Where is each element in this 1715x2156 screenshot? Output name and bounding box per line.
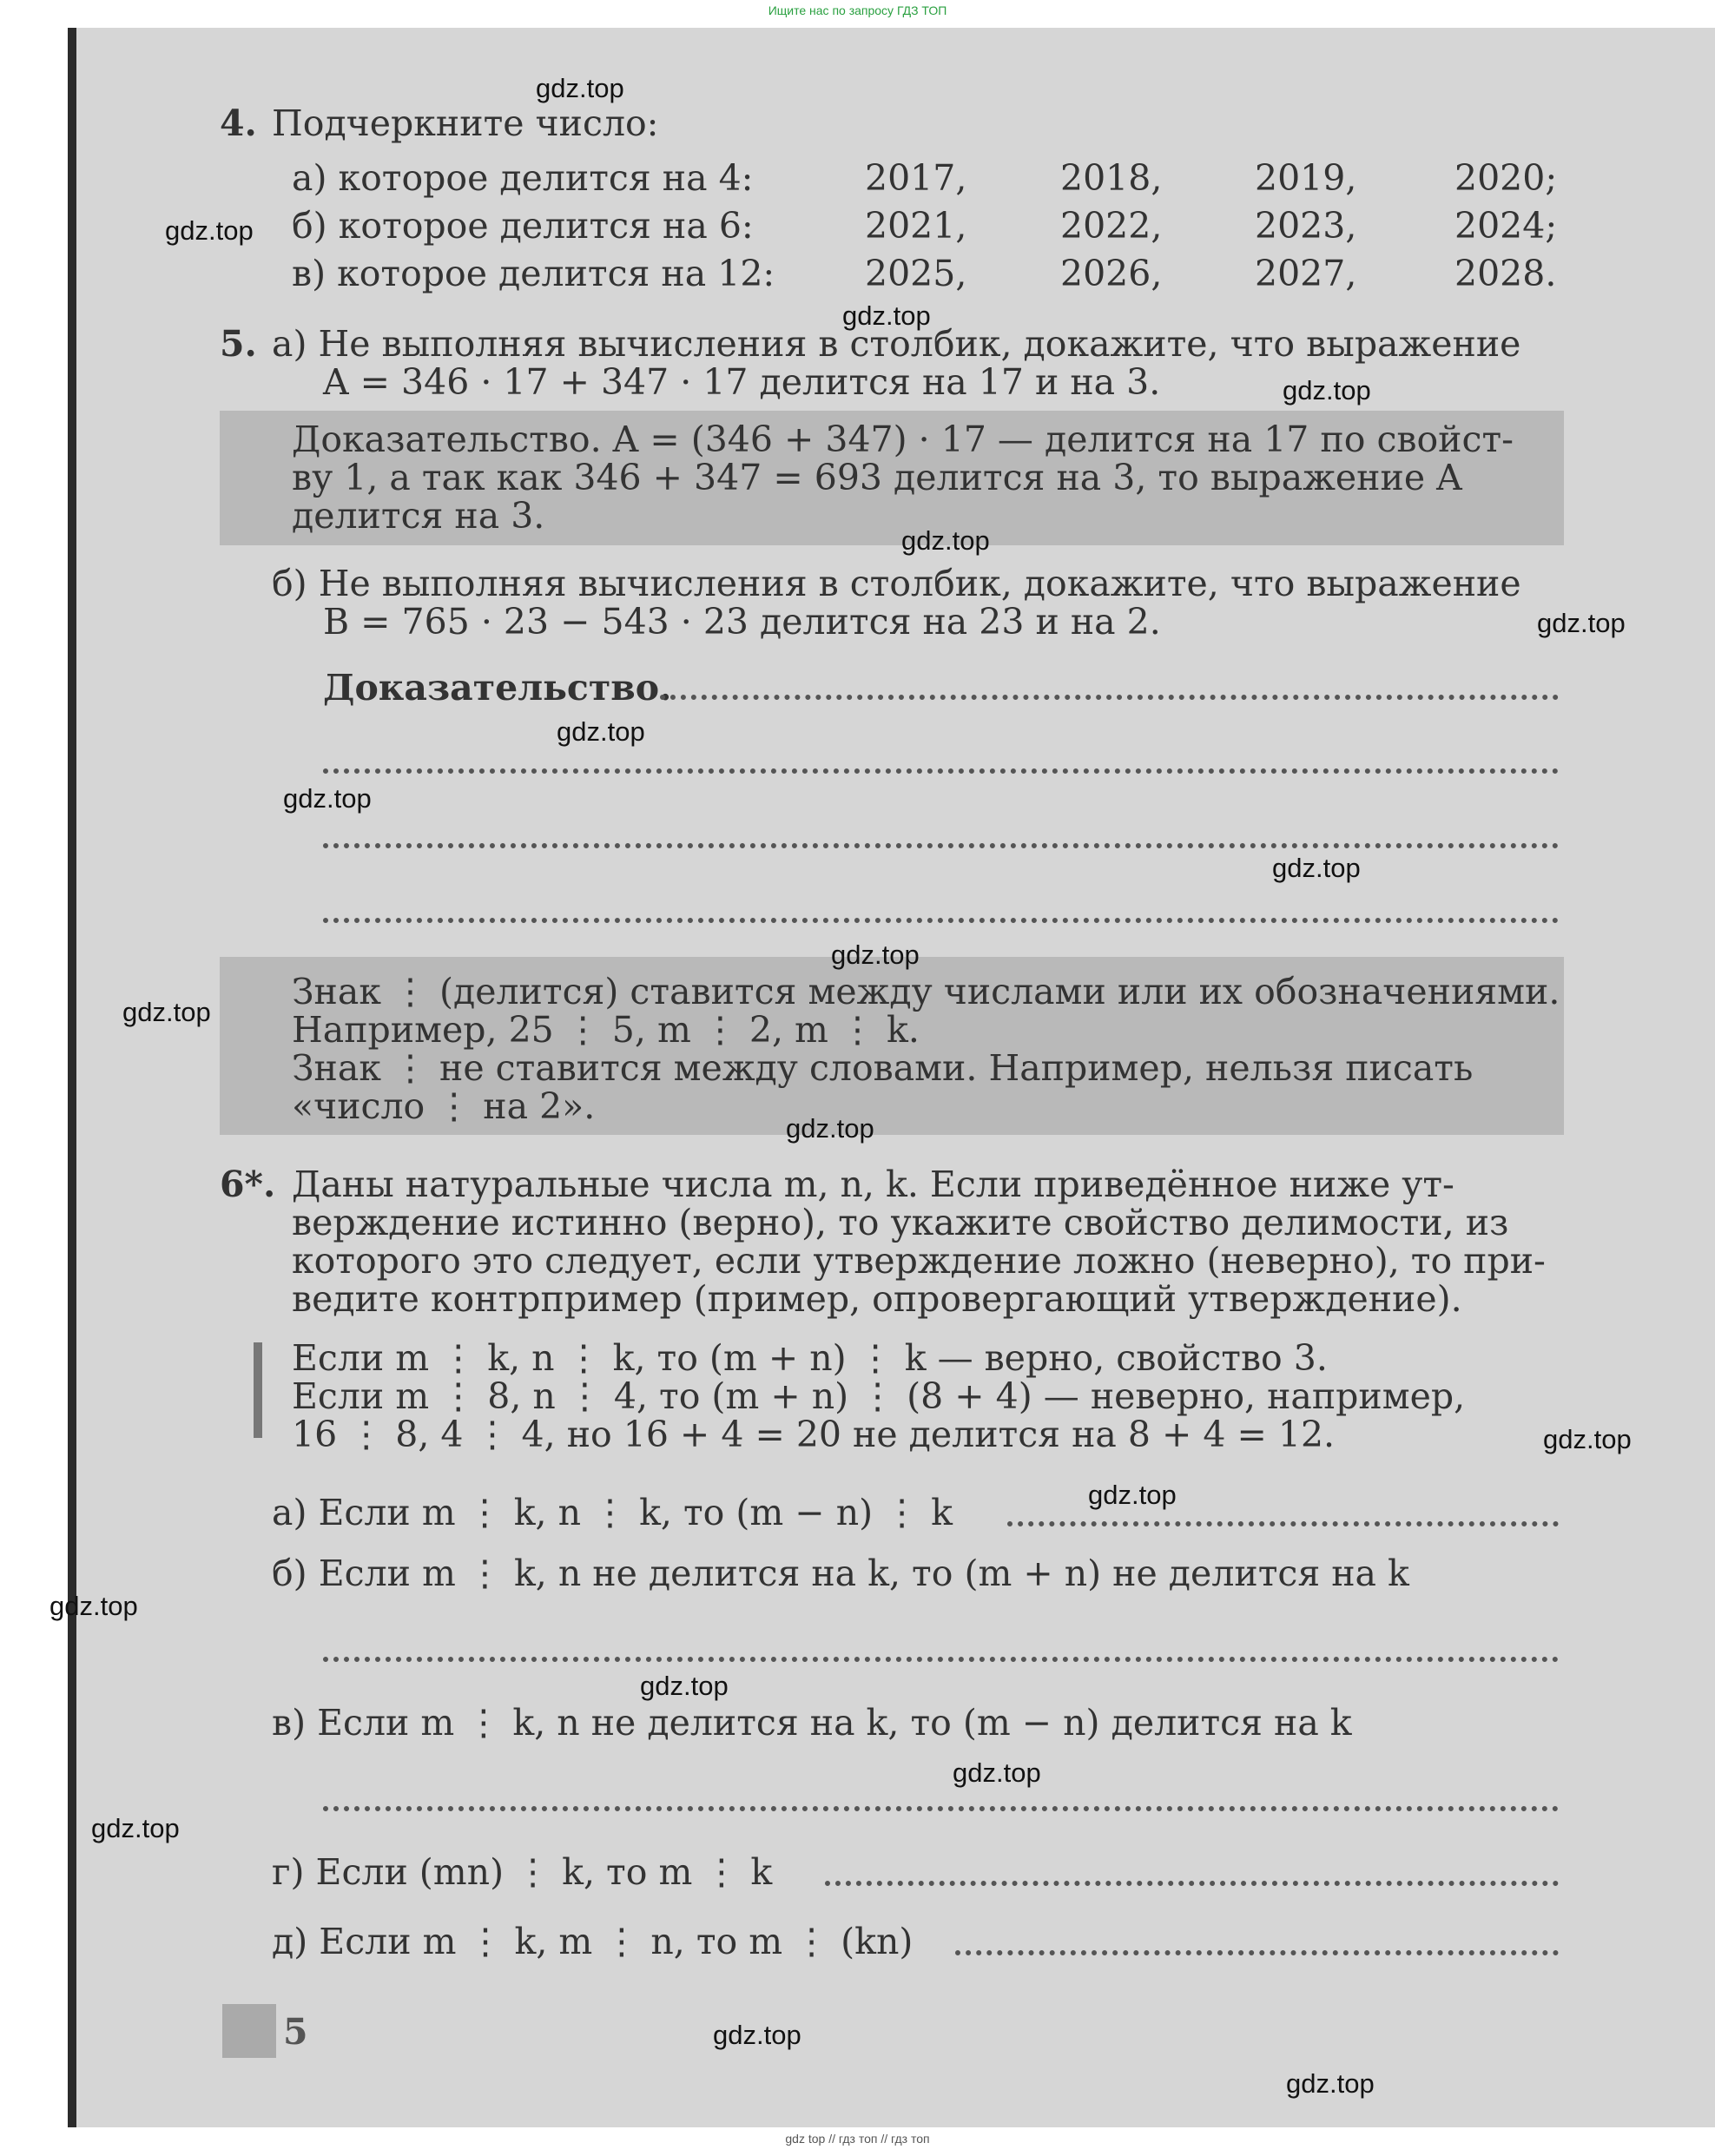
task5-number: 5. [220,323,257,365]
note-line1: Знак ⋮ (делится) ставится между числами или их обозначениями. [292,971,1560,1012]
task4-row-a-num4[interactable]: 2020; [1454,157,1558,199]
proof-line2: ву 1, а так как 346 + 347 = 693 делится на 3, то выражение A [292,457,1462,498]
watermark-text: gdz.top [536,73,624,103]
task4-row-a-num2[interactable]: 2018, [1060,157,1163,199]
note-line3: Знак ⋮ не ставится между словами. Например, нельзя писать [292,1047,1474,1089]
task5-b-line2: B = 765 · 23 − 543 · 23 делится на 23 и на 2. [323,601,1161,643]
watermark-text: gdz.top [1283,375,1371,405]
page-number-block [222,2004,276,2058]
task4-row-b-num4[interactable]: 2024; [1454,205,1558,247]
answer-line[interactable] [323,1806,1559,1811]
task4-row-a-num3[interactable]: 2019, [1255,157,1357,199]
task6-item-d: г) Если (mn) ⋮ k, то m ⋮ k [272,1851,773,1893]
watermark-text: gdz.top [1543,1424,1632,1454]
task6-number: 6*. [220,1164,276,1205]
watermark-text: gdz.top [640,1671,729,1701]
task4-row-c-label: в) которое делится на 12: [292,253,775,294]
task4-row-c-num1[interactable]: 2025, [865,253,967,294]
task6-item-a: а) Если m ⋮ k, n ⋮ k, то (m − n) ⋮ k [272,1492,953,1533]
answer-line[interactable] [323,768,1559,774]
watermark-text: gdz.top [786,1113,874,1144]
task6-line4: ведите контрпример (пример, опровергающий утверждение). [292,1278,1462,1320]
watermark-text: gdz.top [91,1813,180,1843]
bottom-footer[interactable]: gdz top // гдз топ // гдз топ [785,2132,930,2146]
page-binding-edge [68,28,76,2127]
task6-example-line2: Если m ⋮ 8, n ⋮ 4, то (m + n) ⋮ (8 + 4) — неверно, например, [292,1375,1466,1417]
answer-line[interactable] [955,1950,1559,1955]
task4-row-c-num2[interactable]: 2026, [1060,253,1163,294]
task4-row-a-num1[interactable]: 2017, [865,157,967,199]
answer-line[interactable] [1007,1521,1559,1526]
task5-b-line1: б) Не выполняя вычисления в столбик, докажите, что выражение [272,563,1521,604]
watermark-text: gdz.top [49,1591,138,1621]
task6-example-line1: Если m ⋮ k, n ⋮ k, то (m + n) ⋮ k — верно, свойство 3. [292,1337,1328,1379]
watermark-text: gdz.top [901,525,990,556]
task4-row-b-label: б) которое делится на 6: [292,205,754,247]
task4-row-a-label: а) которое делится на 4: [292,157,754,199]
top-banner[interactable]: Ищите нас по запросу ГДЗ ТОП [768,3,947,17]
answer-line[interactable] [660,695,1559,700]
task6-line2: верждение истинно (верно), то укажите свойство делимости, из [292,1202,1509,1243]
task6-item-b: б) Если m ⋮ k, n не делится на k, то (m + n) не делится на k [272,1553,1409,1594]
watermark-text: gdz.top [122,997,211,1027]
watermark-text: gdz.top [842,300,931,331]
task4-title: Подчеркните число: [272,102,659,144]
task4-number: 4. [220,102,257,144]
answer-line[interactable] [825,1881,1559,1886]
watermark-text: gdz.top [1537,608,1626,638]
proof-line3: делится на 3. [292,495,545,537]
task6-example-line3: 16 ⋮ 8, 4 ⋮ 4, но 16 + 4 = 20 не делится на 8 + 4 = 12. [292,1414,1336,1455]
task4-row-b-num2[interactable]: 2022, [1060,205,1163,247]
task5-b-proof-label: Доказательство. [323,667,672,709]
watermark-text: gdz.top [1286,2068,1375,2099]
watermark-text: gdz.top [831,940,920,970]
task6-item-c: в) Если m ⋮ k, n не делится на k, то (m − n) делится на k [272,1702,1352,1744]
task6-line3: которого это следует, если утверждение ложно (неверно), то при- [292,1240,1546,1282]
task4-row-c-num4[interactable]: 2028. [1454,253,1557,294]
page-number: 5 [283,2011,308,2053]
answer-line[interactable] [323,918,1559,923]
task6-line1: Даны натуральные числа m, n, k. Если приведённое ниже ут- [292,1164,1454,1205]
note-line4: «число ⋮ на 2». [292,1085,596,1127]
task4-row-b-num1[interactable]: 2021, [865,205,967,247]
task6-item-e: д) Если m ⋮ k, m ⋮ n, то m ⋮ (kn) [272,1921,914,1962]
note-line2: Например, 25 ⋮ 5, m ⋮ 2, m ⋮ k. [292,1009,920,1051]
answer-line[interactable] [323,1657,1559,1662]
answer-line[interactable] [323,843,1559,848]
watermark-text: gdz.top [557,716,645,747]
task4-row-c-num3[interactable]: 2027, [1255,253,1357,294]
watermark-text: gdz.top [953,1757,1041,1788]
watermark-text: gdz.top [165,215,254,246]
task4-row-b-num3[interactable]: 2023, [1255,205,1357,247]
task5-a-line1: а) Не выполняя вычисления в столбик, докажите, что выражение [272,323,1521,365]
watermark-text: gdz.top [1272,853,1361,883]
example-side-bar [254,1342,262,1438]
task5-a-line2: A = 346 · 17 + 347 · 17 делится на 17 и на 3. [323,361,1161,403]
watermark-text: gdz.top [1088,1480,1177,1510]
proof-line1: Доказательство. A = (346 + 347) · 17 — делится на 17 по свойст- [292,419,1514,460]
watermark-text: gdz.top [283,783,372,814]
watermark-text: gdz.top [713,2020,801,2050]
